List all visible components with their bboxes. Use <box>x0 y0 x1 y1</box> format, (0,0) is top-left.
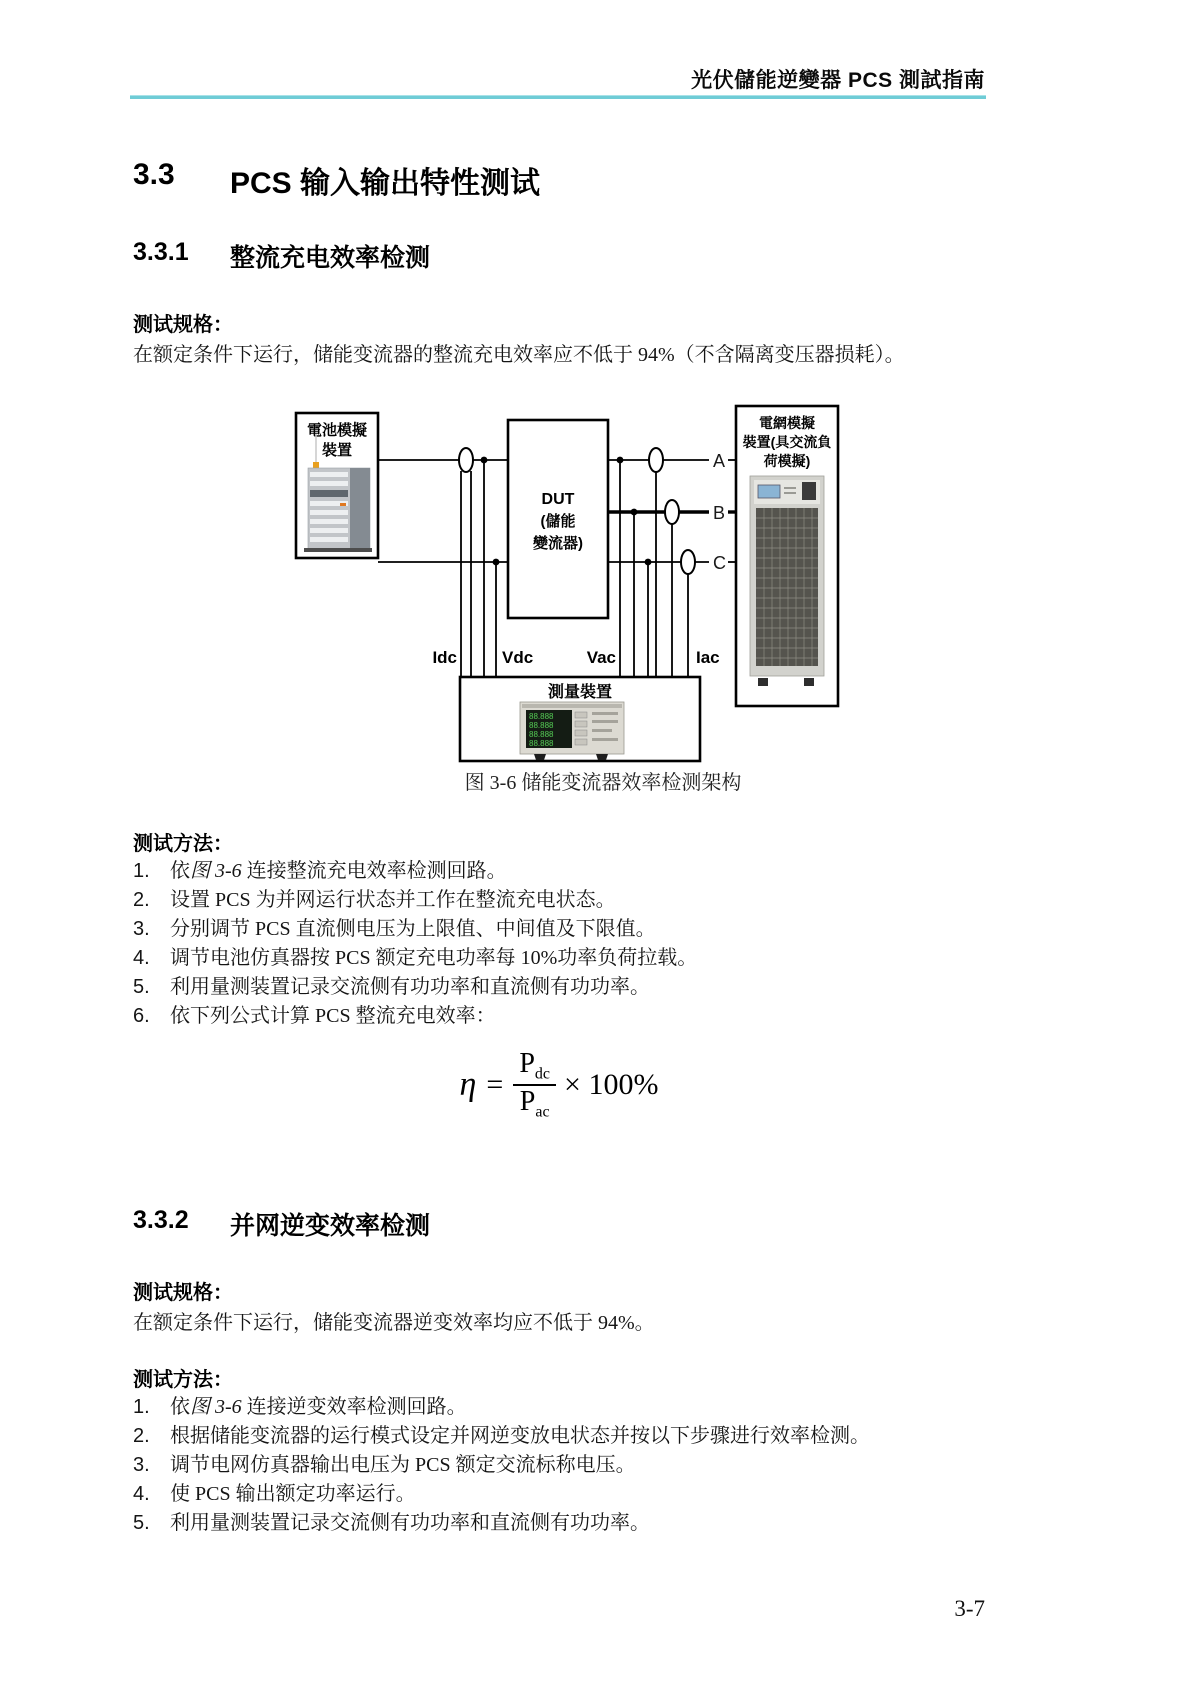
svg-text:88.888: 88.888 <box>529 721 554 730</box>
grid-label-line3: 荷模擬) <box>763 453 811 469</box>
method-list-1 <box>133 857 1033 1031</box>
method-list-item <box>133 944 1033 973</box>
method-label-1: 测试方法： <box>133 833 233 855</box>
vdc-label: Vdc <box>502 648 534 667</box>
battery-label-line2: 裝置 <box>321 442 353 459</box>
dut-label-line3: 變流器) <box>533 535 583 552</box>
list-item-text: 分别调节 PCS 直流侧电压为上限值、中间值及下限值。 <box>170 918 656 940</box>
method-list-2 <box>133 1393 1033 1538</box>
dut-box <box>508 420 608 618</box>
subsection-3-3-1-heading <box>133 238 430 274</box>
formula-numerator: $P_{dc}$ <box>513 1048 556 1086</box>
formula-eta: η <box>459 1065 477 1103</box>
list-item-text: 依图 3-6 连接逆变效率检测回路。 <box>170 1396 467 1418</box>
list-item-text: 依图 3-6 连接整流充电效率检测回路。 <box>170 860 507 882</box>
list-item-number: 4. <box>133 1483 150 1505</box>
formula-equals: = <box>486 1067 504 1101</box>
dut-label-line2: (儲能 <box>540 513 576 530</box>
section-number: 3.3 <box>133 158 175 191</box>
list-item-number: 5. <box>133 1512 150 1534</box>
method-list-item <box>133 857 1033 886</box>
grid-label-line1: 電網模擬 <box>759 415 815 431</box>
list-item-text: 利用量测装置记录交流侧有功功率和直流侧有功功率。 <box>170 976 650 998</box>
list-item-number: 3. <box>133 918 150 940</box>
figure-caption: 图 3-6 储能变流器效率检测架构 <box>464 772 742 794</box>
efficiency-formula <box>133 1048 985 1122</box>
section-heading <box>133 158 540 202</box>
battery-simulator-box <box>296 413 378 558</box>
header-title: 光伏儲能逆變器 PCS 測試指南 <box>691 69 985 92</box>
method-label-2: 测试方法： <box>133 1369 233 1391</box>
subsection-number: 3.3.1 <box>133 238 189 266</box>
dut-label-line1: DUT <box>541 491 575 508</box>
list-item-text: 利用量测装置记录交流侧有功功率和直流侧有功功率。 <box>170 1512 650 1534</box>
method-list-item <box>133 1509 1033 1538</box>
power-analyzer-image <box>520 702 624 760</box>
header-rule-divider <box>130 95 986 99</box>
signal-labels <box>432 648 719 667</box>
vac-label: Vac <box>586 648 616 667</box>
list-item-text: 使 PCS 输出额定功率运行。 <box>170 1483 416 1505</box>
method-list-item <box>133 1480 1033 1509</box>
dc-wires <box>378 460 508 562</box>
list-item-text: 根据储能变流器的运行模式设定并网逆变放电状态并按以下步骤进行效率检测。 <box>170 1425 870 1447</box>
list-item-number: 4. <box>133 947 150 969</box>
subsection-3-3-2-heading <box>133 1206 430 1242</box>
section-title: PCS 输入输出特性测试 <box>230 167 541 200</box>
list-item-text: 调节电池仿真器按 PCS 额定充电功率每 10%功率负荷拉载。 <box>170 947 698 969</box>
phase-a-label: A <box>713 451 726 471</box>
method-list-item <box>133 886 1033 915</box>
spec-label-1: 测试规格： <box>133 314 233 336</box>
method-list-item <box>133 1002 1033 1031</box>
meter-label: 測量裝置 <box>547 684 613 701</box>
subsection-title: 整流充电效率检测 <box>230 244 431 272</box>
svg-text:88.888: 88.888 <box>529 739 554 748</box>
ct-icon-phase-a <box>649 448 663 472</box>
spec-text-1: 在额定条件下运行，储能变流器的整流充电效率应不低于 94%（不含隔离变压器损耗）。 <box>133 344 905 366</box>
iac-label: Iac <box>696 648 720 667</box>
list-item-number: 2. <box>133 1425 150 1447</box>
svg-text:88.888: 88.888 <box>529 730 554 739</box>
battery-label-line1: 電池模擬 <box>306 422 368 439</box>
ct-icon-phase-b <box>665 500 679 524</box>
list-item-number: 3. <box>133 1454 150 1476</box>
formula-denominator: $P_{ac}$ <box>519 1085 550 1121</box>
spec-text-2: 在额定条件下运行，储能变流器逆变效率均应不低于 94%。 <box>133 1312 655 1334</box>
ct-icon-phase-c <box>681 550 695 574</box>
list-item-text: 调节电网仿真器输出电压为 PCS 额定交流标称电压。 <box>170 1454 636 1476</box>
subsection-title: 并网逆变效率检测 <box>230 1212 431 1240</box>
grid-simulator-image <box>750 476 824 686</box>
svg-text:88.888: 88.888 <box>529 712 554 721</box>
list-item-number: 1. <box>133 1396 150 1418</box>
idc-label: Idc <box>432 648 457 667</box>
method-list-item <box>133 973 1033 1002</box>
method-list-item <box>133 915 1033 944</box>
phase-b-label: B <box>713 503 726 523</box>
subsection-number: 3.3.2 <box>133 1206 189 1234</box>
list-item-number: 6. <box>133 1005 150 1027</box>
spec-label-2: 测试规格： <box>133 1282 233 1304</box>
ct-icon-dc <box>459 448 473 472</box>
method-list-item <box>133 1393 1033 1422</box>
list-item-number: 2. <box>133 889 150 911</box>
list-item-text: 设置 PCS 为并网运行状态并工作在整流充电状态。 <box>170 889 616 911</box>
grid-simulator-box <box>736 406 838 706</box>
method-list-item <box>133 1422 1033 1451</box>
list-item-text: 依下列公式计算 PCS 整流充电效率： <box>170 1005 496 1027</box>
list-item-number: 1. <box>133 860 150 882</box>
page-number: 3-7 <box>954 1596 985 1621</box>
phase-c-label: C <box>713 553 726 573</box>
formula-times-100: × 100% <box>564 1067 659 1101</box>
measurement-device-box <box>460 677 700 761</box>
method-list-item <box>133 1451 1033 1480</box>
list-item-number: 5. <box>133 976 150 998</box>
figure-3-6-diagram <box>268 382 848 767</box>
formula-fraction <box>513 1048 556 1122</box>
phase-labels <box>713 451 726 573</box>
grid-label-line2: 裝置(具交流負 <box>742 434 832 450</box>
